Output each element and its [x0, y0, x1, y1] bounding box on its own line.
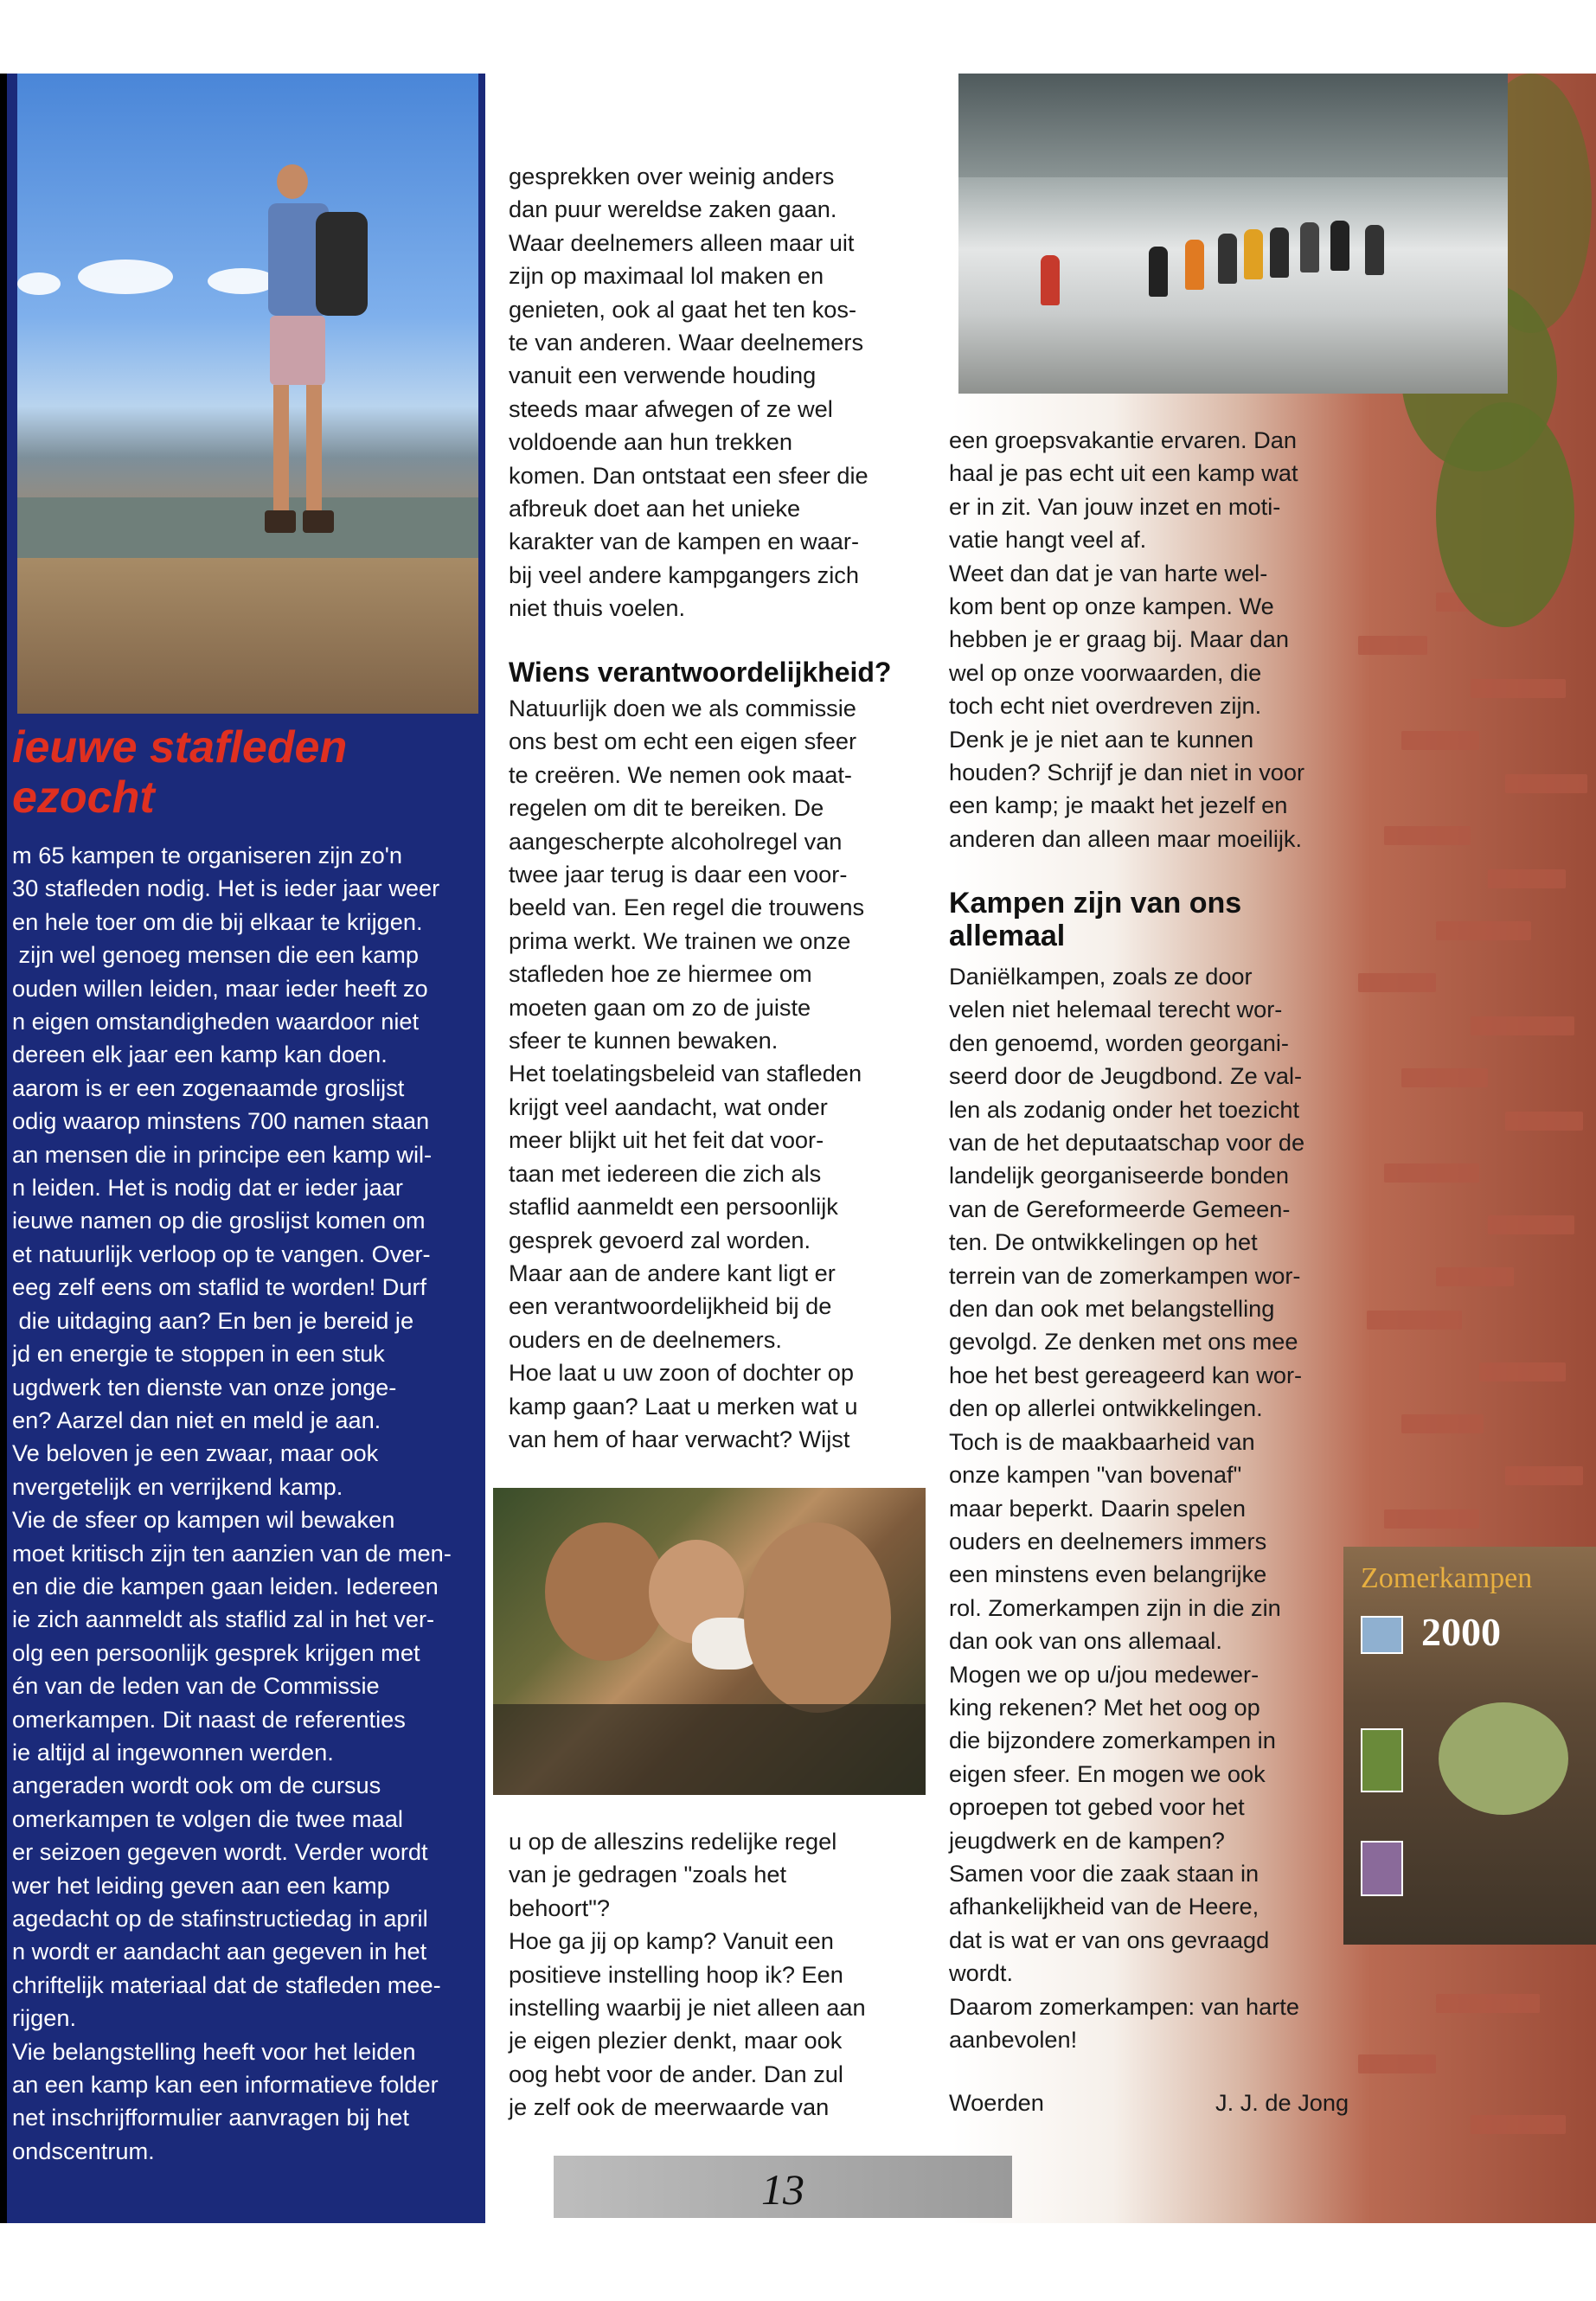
cloud — [17, 272, 61, 295]
hiker-yellow — [1244, 229, 1263, 279]
hiker-photo — [17, 74, 478, 714]
binding-edge — [0, 74, 7, 2223]
brick — [1505, 774, 1587, 793]
brick — [1479, 1362, 1566, 1381]
friends-photo — [493, 1488, 926, 1795]
folder-thumbnail — [1361, 1841, 1403, 1896]
brick — [1488, 1215, 1574, 1234]
folder-thumbnail — [1361, 1728, 1403, 1792]
face — [545, 1522, 666, 1661]
brick — [1358, 636, 1427, 655]
middle-heading: Wiens verantwoordelijkheid? — [509, 657, 892, 688]
middle-text-body: Natuurlijk doen we als commissie ons best om echt een eigen sfeer te creëren. We nemen ook maat- regelen om dit te bereiken. De aangescherpte alcoholregel van twee jaar terug is daar een voor- beeld van. Een regel die trouwens prima werkt. We trainen we onze stafleden hoe ze hiermee om moeten gaan om zo de juiste sfeer te kunnen bewaken. Het toelatingsbeleid van stafleden krijgt veel aandacht, wat onder meer blijkt uit het feit dat voor- taan met iedereen die zich als staflid aanmeldt een persoonlijk gesprek gevoerd zal worden. Maar aan de andere kant ligt er een verantwoordelijkheid bij de ouders en de deelnemers. Hoe laat u uw zoon of dochter op kamp gaan? Laat u merken wat u van hem of haar verwacht? Wijst — [509, 695, 865, 1452]
hiker-red — [1041, 255, 1060, 305]
folder-year: 2000 — [1421, 1610, 1501, 1654]
rock-arch — [1439, 1702, 1568, 1815]
cloud — [78, 260, 173, 294]
page-number: 13 — [761, 2165, 804, 2214]
brick — [1488, 869, 1566, 888]
brick — [1436, 1267, 1514, 1286]
brick — [1471, 2115, 1566, 2134]
brick — [1384, 1509, 1479, 1529]
left-body-text: m 65 kampen te organiseren zijn zo'n 30 stafleden nodig. Het is ieder jaar weer en hele toer om die bij elkaar te krijgen. zijn wel genoeg mensen die een kamp ouden willen leiden, maar ieder heeft zo n eigen omstandigheden waardoor niet dereen elk jaar een kamp kan doen. aarom is er een zogenaamde groslijst odig waarop minstens 700 namen staan an mensen die in principe een kamp wil- n leiden. Het is nodig dat er ieder jaar ieuwe namen op die groslijst komen om et natuurlijk verloop op te vangen. Over- eeg zelf eens om staflid te worden! Durf die uitdaging aan? En ben je bereid je jd en energie te stoppen in een stuk ugdwerk ten dienste van onze jonge- en? Aarzel dan niet en meld je aan. Ve beloven je een zwaar, maar ook nvergetelijk en verrijkend kamp. Vie de sfeer op kampen wil bewaken moet kritisch zijn ten aanzien van de men- en die die kampen gaan leiden. Iedereen ie zich aanmeldt als staflid zal in het ver- olg een persoonlijk gesprek krijgen met én van de leden van de Commissie omerkampen. Dit naast de referenties ie altijd al ingewonnen werden. angeraden wordt ook om de cursus omerkampen te volgen die twee maal er seizoen gegeven wordt. Verder wordt wer het leiding geven aan een kamp agedacht op de stafinstructiedag in april n wordt er aandacht aan gegeven in het chriftelijk materiaal dat de stafleden mee- rijgen. Vie belangstelling heeft voor het leiden an een kamp kan een informatieve folder net inschrijfformulier aanvragen bij het ondscentrum. — [12, 842, 452, 2164]
glacier-hikers-photo — [958, 74, 1508, 394]
zomerkampen-folder-image — [1343, 1547, 1596, 1945]
brick — [1367, 1311, 1462, 1330]
hiker — [1218, 234, 1237, 284]
hiker — [1300, 222, 1319, 272]
brick — [1436, 921, 1531, 940]
right-text-top: een groepsvakantie ervaren. Dan haal je pas echt uit een kamp wat er in zit. Van jouw inzet en moti- vatie hangt veel af. Weet dan dat je van harte wel- kom bent op onze kampen. We hebben je er graag bij. Maar dan wel op onze voorwaarden, die toch echt niet overdreven zijn. Denk je je niet aan te kunnen houden? Schrijf je dan niet in voor een kamp; je maakt het jezelf en anderen dan alleen maar moeilijk. — [949, 426, 1305, 852]
brick — [1358, 2054, 1436, 2073]
ivy — [1436, 402, 1574, 627]
middle-text-bottom: u op de alleszins redelijke regel van je gedragen "zoals het behoort"? Hoe ga jij op kamp? Vanuit een positieve instelling hoop ik? Een instelling waarbij je niet alleen aan je eigen plezier denkt, maar ook oog hebt voor de ander. Dan zul je zelf ook de meerwaarde van — [509, 1828, 866, 2121]
backpack — [316, 212, 368, 316]
folder-thumbnail — [1361, 1616, 1403, 1654]
signature-place: Woerden — [949, 2089, 1044, 2116]
cloud — [208, 268, 277, 294]
hiker-orange — [1185, 240, 1204, 290]
hiker — [1149, 247, 1168, 297]
left-heading: ieuwe stafleden ezocht — [12, 722, 348, 823]
brick — [1384, 826, 1471, 845]
hiker-leg — [306, 385, 322, 515]
brick — [1401, 731, 1479, 750]
photo-shadow — [493, 1704, 926, 1795]
rocky-summit — [17, 558, 478, 714]
face — [744, 1522, 891, 1713]
brick — [1471, 679, 1566, 698]
hiker-boot — [265, 510, 296, 533]
brick — [1384, 1163, 1479, 1183]
brick — [1471, 1016, 1574, 1035]
right-text-body: Daniëlkampen, zoals ze door velen niet helemaal terecht wor- den genoemd, worden georgani- seerd door de Jeugdbond. Ze val- len als zodanig onder het toezicht van de het deputaatschap voor de landelijk georganiseerde bonden van de Gereformeerde Gemeen- ten. De ontwikkelingen op het terrein van de zomerkampen wor- den dan ook met belangstelling gevolgd. Ze denken met ons mee hoe het best gereageerd kan wor- den op allerlei ontwikkelingen. Toch is de maakbaarheid van onze kampen "van bovenaf" maar beperkt. Daarin spelen ouders en deelnemers immers een minstens even belangrijke rol. Zomerkampen zijn in die zin dan ook van ons allemaal. Mogen we op u/jou medewer- king rekenen? Met het oog op die bijzondere zomerkampen in eigen sfeer. En mogen we ook oproepen tot gebed voor het jeugdwerk en de kampen? Samen voor die zaak staan in afhankelijkheid van de Heere, dat is wat er van ons gevraagd wordt. Daarom zomerkampen: van harte aanbevolen! — [949, 963, 1305, 2053]
hiker-head — [277, 164, 308, 199]
brick — [1505, 1466, 1583, 1485]
hiker-shorts — [270, 316, 325, 385]
brick — [1401, 1068, 1488, 1087]
folder-title: Zomerkampen — [1361, 1562, 1533, 1594]
mountain-face — [958, 74, 1508, 177]
distant-ridge — [17, 497, 478, 567]
hiker — [1330, 221, 1349, 271]
brick — [1505, 1112, 1583, 1131]
brick — [1401, 1414, 1484, 1433]
right-heading: Kampen zijn van ons allemaal — [949, 887, 1242, 952]
signature-author: J. J. de Jong — [1215, 2089, 1349, 2116]
brick — [1436, 1994, 1540, 2013]
brick — [1358, 973, 1436, 992]
hiker — [1365, 225, 1384, 275]
hiker — [1270, 228, 1289, 278]
middle-text-top: gesprekken over weinig anders dan puur wereldse zaken gaan. Waar deelnemers alleen maar uit zijn op maximaal lol maken en genieten, ook al gaat het ten kos- te van anderen. Waar deelnemers vanuit een verwende houding steeds maar afwegen of ze wel voldoende aan hun trekken komen. Dan ontstaat een sfeer die afbreuk doet aan het unieke karakter van de kampen en waar- bij veel andere kampgangers zich niet thuis voelen. — [509, 163, 869, 622]
page-number-bar — [554, 2156, 1012, 2218]
hiker-leg — [273, 385, 289, 515]
hiker-boot — [303, 510, 334, 533]
